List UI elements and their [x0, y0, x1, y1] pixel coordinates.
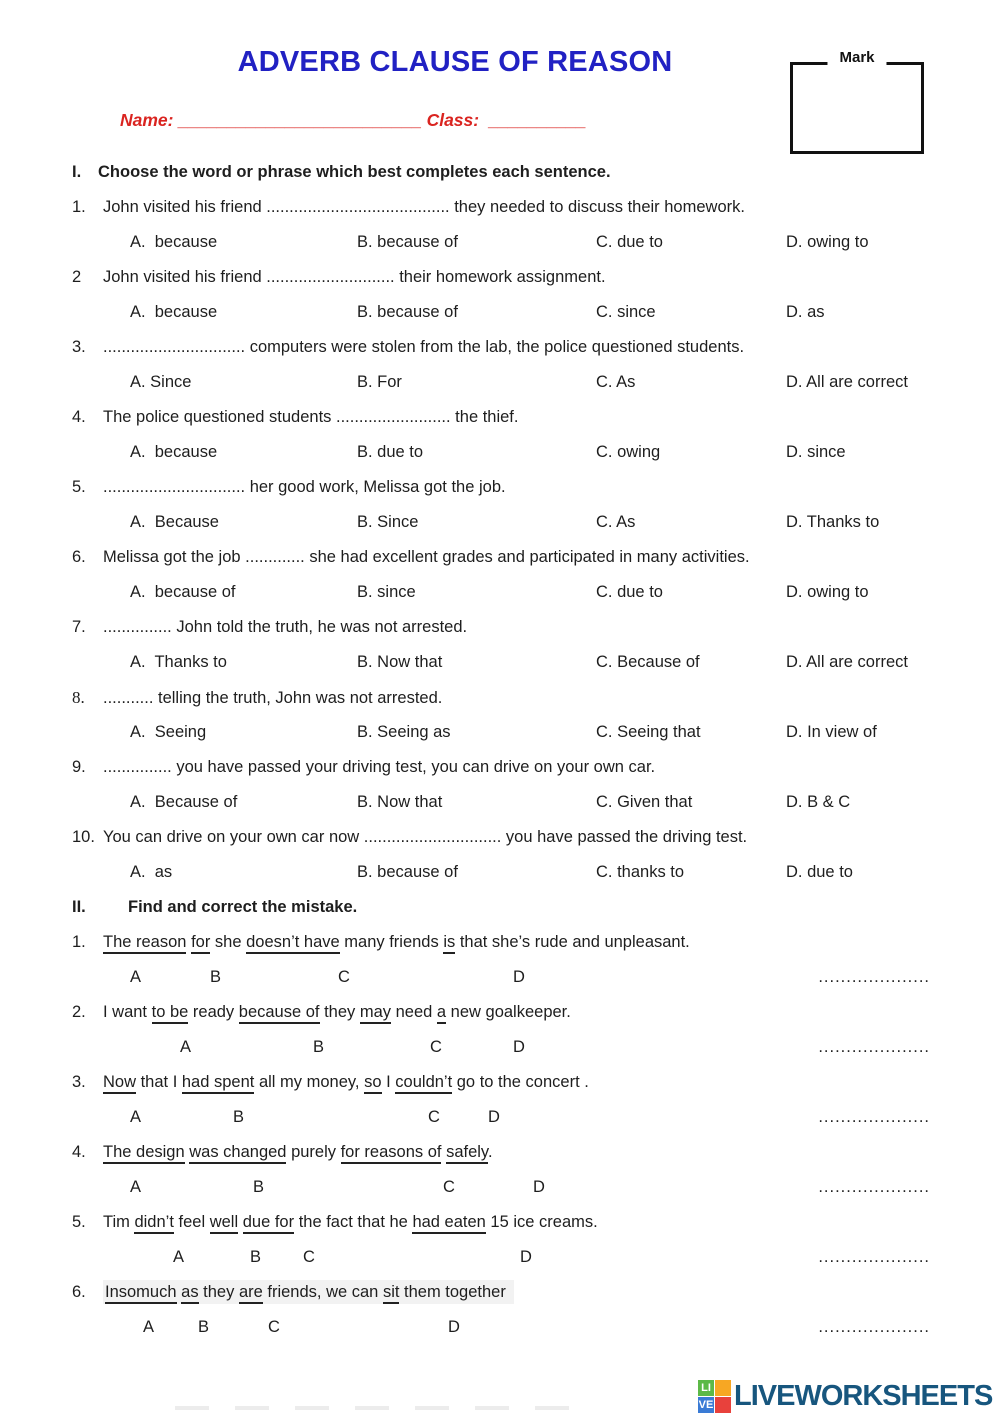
option-a[interactable]: A. Thanks to: [130, 653, 227, 671]
letter-d[interactable]: D: [488, 1108, 500, 1126]
mistake-letters-3: [72, 1100, 935, 1135]
mistake-sentence-4: [72, 1135, 935, 1170]
letter-d[interactable]: D: [448, 1318, 460, 1336]
mcq-question-4: [72, 400, 935, 435]
option-b[interactable]: B. Now that: [357, 793, 443, 811]
underlined-word: Now: [103, 1073, 136, 1094]
mcq-question-7: [72, 610, 935, 645]
question-text: You can drive on your own car now .............................. you have passed the driving test.: [103, 828, 748, 846]
question-number: 5.: [72, 1213, 86, 1231]
mistake-sentence-3: [72, 1065, 935, 1100]
sentence: [103, 1280, 514, 1304]
option-c[interactable]: C. due to: [596, 583, 663, 601]
question-number: 3.: [72, 338, 86, 356]
question-number: 5.: [72, 478, 86, 496]
question-number: 2.: [72, 1003, 86, 1021]
option-b[interactable]: B. because of: [357, 233, 458, 251]
text-segment: all my money,: [254, 1073, 365, 1091]
mark-box: [790, 49, 924, 154]
letter-b[interactable]: B: [253, 1178, 265, 1196]
question-text: ............... you have passed your driving test, you can drive on your own car.: [103, 758, 656, 776]
option-b[interactable]: B. Seeing as: [357, 723, 451, 741]
logo-square-ve: VE: [698, 1397, 714, 1413]
letter-d[interactable]: D: [520, 1248, 532, 1266]
text-segment: purely: [286, 1143, 341, 1161]
underlined-word: had spent: [182, 1073, 254, 1094]
letter-c[interactable]: C: [428, 1108, 440, 1126]
name-fill-line[interactable]: _________________________: [178, 110, 422, 130]
question-number: 2: [72, 268, 82, 286]
letter-d[interactable]: D: [533, 1178, 545, 1196]
mistake-sentence-5: [72, 1205, 935, 1240]
text-segment: that I: [136, 1073, 182, 1091]
page-bottom-cutoff-artifact: [175, 1406, 595, 1410]
underlined-word: to be: [152, 1003, 189, 1024]
mistake-letters-5: [72, 1240, 935, 1275]
option-b[interactable]: B. due to: [357, 443, 424, 461]
underlined-word: doesn’t have: [246, 933, 340, 954]
option-a[interactable]: A. because of: [130, 583, 236, 601]
logo-square-orange: [715, 1380, 731, 1396]
logo-square-red: [715, 1397, 731, 1413]
worksheet-body: [72, 155, 935, 1345]
letter-b[interactable]: B: [198, 1318, 210, 1336]
text-segment: they: [319, 1003, 360, 1021]
mcq-question-8: [72, 680, 935, 715]
underlined-word: for: [191, 933, 210, 954]
answer-line[interactable]: ....................: [818, 1178, 930, 1196]
logo-square-li: LI: [698, 1380, 714, 1396]
option-b[interactable]: B. because of: [357, 303, 458, 321]
text-segment: many friends: [339, 933, 444, 951]
section1-heading-text: Choose the word or phrase which best completes each sentence.: [98, 163, 611, 181]
answer-line[interactable]: ....................: [818, 1108, 930, 1126]
answer-line[interactable]: ....................: [818, 1248, 930, 1266]
letter-a[interactable]: A: [130, 1108, 142, 1126]
option-c[interactable]: C. Seeing that: [596, 723, 701, 741]
mcq-question-10: [72, 820, 935, 855]
underlined-word: so: [364, 1073, 381, 1094]
option-d[interactable]: D. owing to: [786, 233, 869, 251]
option-c[interactable]: C. Because of: [596, 653, 700, 671]
mcq-options-4: [130, 435, 935, 470]
letter-a[interactable]: A: [130, 968, 142, 986]
letter-a[interactable]: A: [130, 1178, 142, 1196]
option-b[interactable]: B. For: [357, 373, 402, 391]
underlined-word: may: [360, 1003, 391, 1024]
underlined-word: The reason: [103, 933, 186, 954]
letter-d[interactable]: D: [513, 968, 525, 986]
sentence: [103, 933, 690, 954]
letter-c[interactable]: C: [443, 1178, 455, 1196]
mistake-letters-4: [72, 1170, 935, 1205]
question-text: John visited his friend ............................ their homework assignment.: [103, 268, 606, 286]
liveworksheets-logo: [698, 1380, 992, 1413]
question-text: The police questioned students ......................... the thief.: [103, 408, 519, 426]
section2-numeral: II.: [72, 898, 86, 916]
option-c[interactable]: C. Given that: [596, 793, 693, 811]
answer-line[interactable]: ....................: [818, 968, 930, 986]
option-a[interactable]: A. Since: [130, 373, 192, 391]
text-segment: Tim: [103, 1213, 135, 1231]
text-segment: friends, we can: [262, 1283, 383, 1301]
text-segment: the fact that he: [294, 1213, 413, 1231]
text-segment: go to the concert .: [452, 1073, 589, 1091]
underlined-word: couldn’t: [395, 1073, 452, 1094]
underlined-word: a: [437, 1003, 446, 1024]
text-segment: ready: [188, 1003, 239, 1021]
question-text: John visited his friend ........................................ they needed to discuss their homework.: [103, 198, 745, 216]
mistake-sentence-6: [72, 1275, 935, 1310]
mistake-letters-1: [72, 960, 935, 995]
underlined-word: well: [210, 1213, 238, 1234]
mcq-options-5: [130, 505, 935, 540]
option-b[interactable]: B. Since: [357, 513, 419, 531]
text-segment: them together: [399, 1283, 506, 1301]
question-number: 8.: [72, 688, 85, 707]
option-d[interactable]: D. In view of: [786, 723, 877, 741]
option-d[interactable]: D. due to: [786, 863, 853, 881]
option-b[interactable]: B. because of: [357, 863, 458, 881]
question-number: 1.: [72, 198, 86, 216]
question-number: 6.: [72, 1283, 86, 1301]
sentence: [103, 1143, 493, 1164]
class-fill-line[interactable]: __________: [488, 110, 587, 130]
question-number: 4.: [72, 1143, 86, 1161]
mcq-options-9: [130, 785, 935, 820]
option-a[interactable]: A. Because: [130, 513, 219, 531]
option-d[interactable]: D. All are correct: [786, 373, 908, 391]
class-label: Class:: [426, 110, 480, 130]
question-number: 10.: [72, 828, 95, 846]
section2-heading-text: Find and correct the mistake.: [128, 898, 358, 916]
name-label: Name:: [120, 110, 174, 130]
option-d[interactable]: D. All are correct: [786, 653, 908, 671]
option-c[interactable]: C. since: [596, 303, 656, 321]
mcq-options-6: [130, 575, 935, 610]
question-number: 3.: [72, 1073, 86, 1091]
letter-a[interactable]: A: [180, 1038, 192, 1056]
text-segment: .: [487, 1143, 493, 1161]
mcq-question-9: [72, 750, 935, 785]
text-segment: that she’s rude and unpleasant.: [455, 933, 690, 951]
section1-numeral: I.: [72, 163, 82, 181]
text-segment: feel: [173, 1213, 210, 1231]
text-segment: new goalkeeper.: [446, 1003, 571, 1021]
underlined-word: Insomuch: [105, 1283, 177, 1304]
option-c[interactable]: C. thanks to: [596, 863, 685, 881]
letter-a[interactable]: A: [143, 1318, 155, 1336]
question-number: 4.: [72, 408, 86, 426]
section2-heading: [72, 890, 935, 925]
page-title: ADVERB CLAUSE OF REASON: [237, 46, 673, 78]
sentence: [103, 1003, 571, 1024]
mcq-options-7: [130, 645, 935, 680]
text-segment: they: [198, 1283, 239, 1301]
question-text: Melissa got the job ............. she had excellent grades and participated in many activities.: [103, 548, 750, 566]
answer-line[interactable]: ....................: [818, 1038, 930, 1056]
option-b[interactable]: B. since: [357, 583, 416, 601]
question-number: 9.: [72, 758, 86, 776]
mcq-question-3: [72, 330, 935, 365]
letter-c[interactable]: C: [268, 1318, 280, 1336]
letter-b[interactable]: B: [210, 968, 222, 986]
mark-label: Mark: [827, 49, 886, 66]
text-segment: 15 ice creams.: [485, 1213, 598, 1231]
option-a[interactable]: A. because: [130, 233, 218, 251]
question-number: 1.: [72, 933, 86, 951]
text-segment: need: [391, 1003, 437, 1021]
underlined-word: are: [239, 1283, 263, 1304]
mcq-options-10: [130, 855, 935, 890]
option-b[interactable]: B. Now that: [357, 653, 443, 671]
answer-line[interactable]: ....................: [818, 1318, 930, 1336]
text-segment: she: [210, 933, 247, 951]
question-number: 7.: [72, 618, 86, 636]
question-text: ............................... her good work, Melissa got the job.: [103, 478, 506, 496]
mcq-question-6: [72, 540, 935, 575]
question-text: ............... John told the truth, he was not arrested.: [103, 618, 468, 636]
mistake-sentence-1: [72, 925, 935, 960]
underlined-word: is: [443, 933, 455, 954]
sentence: [103, 1213, 598, 1234]
underlined-word: didn’t: [134, 1213, 173, 1234]
underlined-word: had eaten: [412, 1213, 485, 1234]
liveworksheets-wordmark: LIVEWORKSHEETS: [734, 1380, 993, 1412]
underlined-word: because of: [239, 1003, 320, 1024]
letter-b[interactable]: B: [250, 1248, 262, 1266]
letter-a[interactable]: A: [173, 1248, 185, 1266]
option-d[interactable]: D. owing to: [786, 583, 869, 601]
mcq-question-5: [72, 470, 935, 505]
letter-b[interactable]: B: [233, 1108, 245, 1126]
name-class-row: [120, 110, 586, 131]
mcq-options-3: [130, 365, 935, 400]
underlined-word: was changed: [189, 1143, 286, 1164]
mcq-options-1: [130, 225, 935, 260]
letter-c[interactable]: C: [430, 1038, 442, 1056]
text-segment: I want: [103, 1003, 152, 1021]
option-a[interactable]: A. as: [130, 863, 173, 881]
section1-heading: [72, 155, 935, 190]
option-c[interactable]: C. owing: [596, 443, 661, 461]
underlined-word: as: [181, 1283, 198, 1304]
option-d[interactable]: D. Thanks to: [786, 513, 880, 531]
mistake-sentence-2: [72, 995, 935, 1030]
question-number: 6.: [72, 548, 86, 566]
mcq-options-8: [130, 715, 935, 750]
option-a[interactable]: A. because: [130, 443, 218, 461]
sentence: [103, 1073, 589, 1094]
mistake-letters-6: [72, 1310, 935, 1345]
mcq-question-2: [72, 260, 935, 295]
underlined-word: safely: [446, 1143, 488, 1164]
underlined-word: The design: [103, 1143, 185, 1164]
letter-b[interactable]: B: [313, 1038, 325, 1056]
option-d[interactable]: D. since: [786, 443, 846, 461]
option-a[interactable]: A. Seeing: [130, 723, 207, 741]
question-text: ............................... computers were stolen from the lab, the police questioned students.: [103, 338, 745, 356]
question-text: ........... telling the truth, John was not arrested.: [103, 689, 443, 707]
option-d[interactable]: D. as: [786, 303, 825, 321]
underlined-word: for reasons of: [341, 1143, 442, 1164]
liveworksheets-icon: [698, 1380, 731, 1413]
letter-c[interactable]: C: [338, 968, 350, 986]
option-d[interactable]: D. B & C: [786, 793, 851, 811]
mcq-question-1: [72, 190, 935, 225]
underlined-word: due for: [243, 1213, 294, 1234]
option-c[interactable]: C. As: [596, 513, 636, 531]
letter-c[interactable]: C: [303, 1248, 315, 1266]
mistake-letters-2: [72, 1030, 935, 1065]
underlined-word: sit: [383, 1283, 400, 1304]
option-a[interactable]: A. Because of: [130, 793, 238, 811]
option-c[interactable]: C. due to: [596, 233, 663, 251]
text-segment: I: [381, 1073, 396, 1091]
letter-d[interactable]: D: [513, 1038, 525, 1056]
option-c[interactable]: C. As: [596, 373, 636, 391]
mcq-options-2: [130, 295, 935, 330]
option-a[interactable]: A. because: [130, 303, 218, 321]
